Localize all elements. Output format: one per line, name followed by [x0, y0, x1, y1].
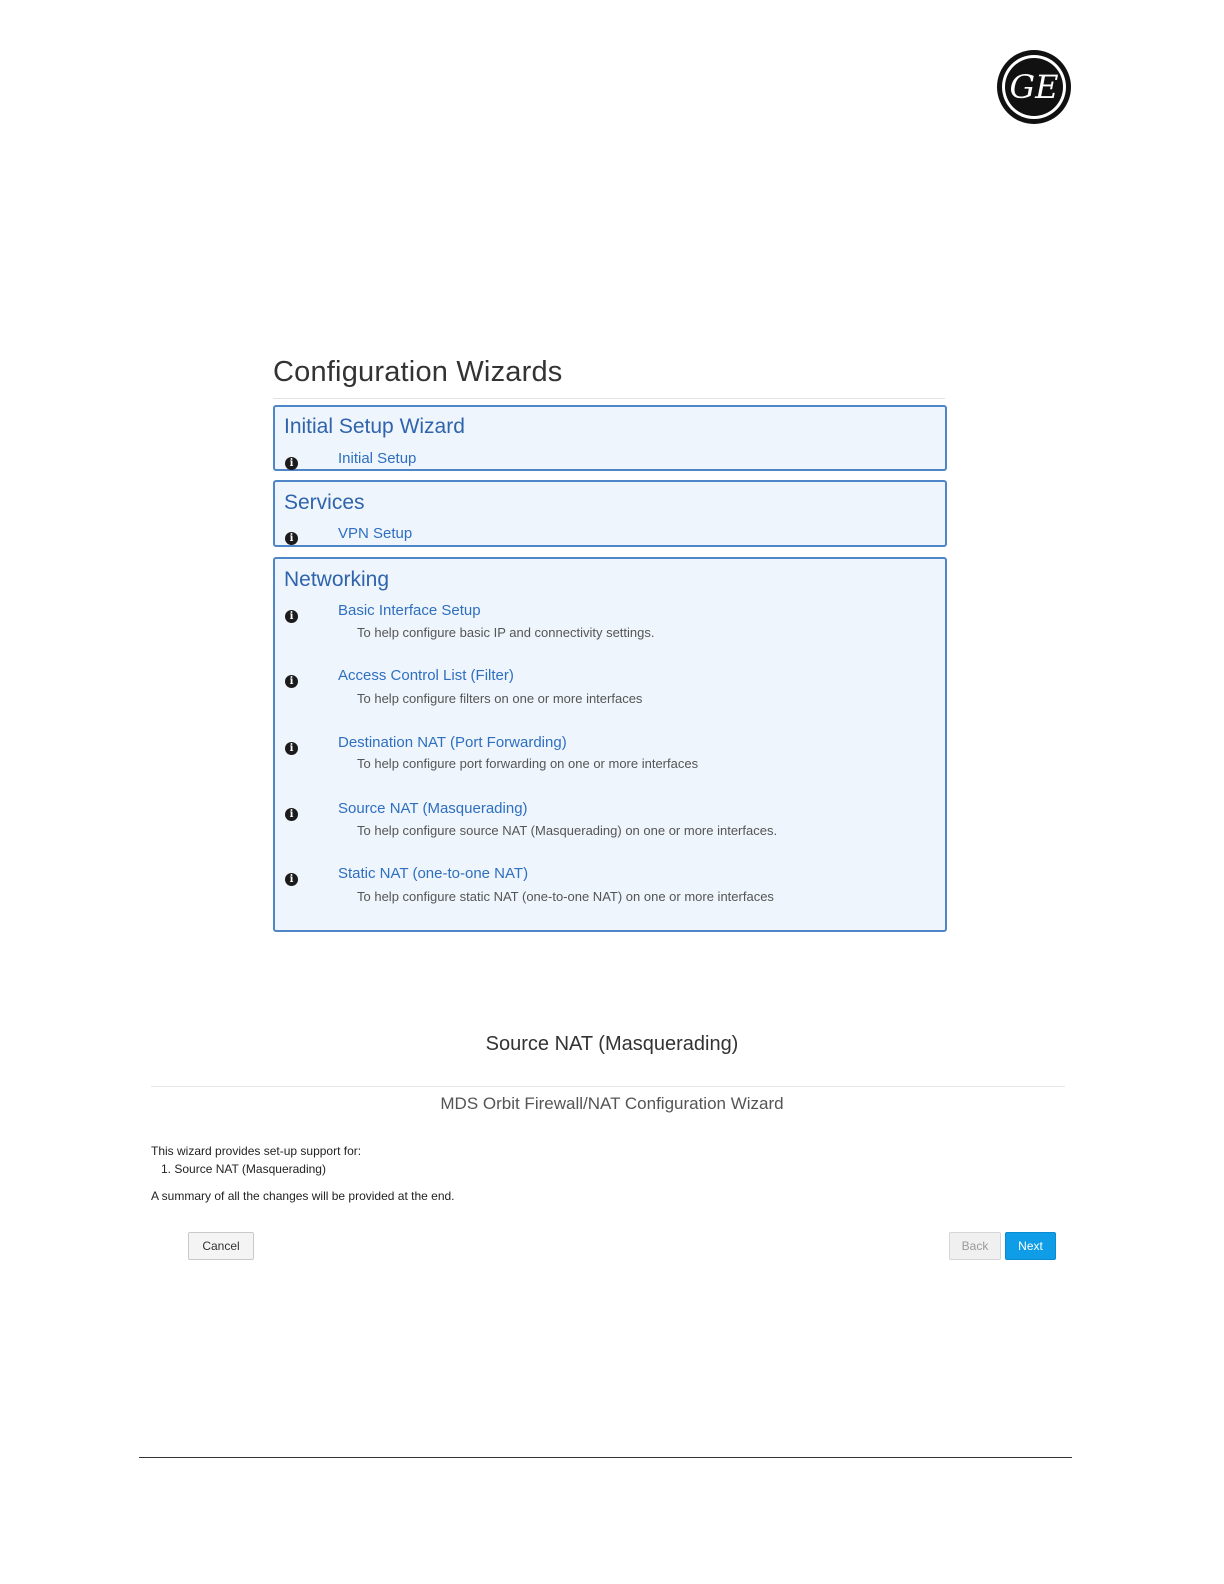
panel-title: Initial Setup Wizard — [284, 415, 465, 438]
wizard-link-access-control-list[interactable]: Access Control List (Filter) — [338, 667, 514, 684]
wizard-link-initial-setup[interactable]: Initial Setup — [338, 450, 417, 467]
back-button[interactable]: Back — [949, 1232, 1001, 1260]
dialog-divider — [151, 1086, 1065, 1087]
dialog-subtitle: MDS Orbit Firewall/NAT Configuration Wizard — [440, 1094, 784, 1113]
dialog-title: Source NAT (Masquerading) — [485, 1033, 739, 1055]
wizard-description: To help configure static NAT (one-to-one NAT) on one or more interfaces — [357, 889, 774, 904]
info-icon[interactable]: i — [285, 457, 298, 470]
wizard-description: To help configure port forwarding on one or more interfaces — [357, 756, 699, 771]
svg-text:GE: GE — [1009, 68, 1059, 106]
info-icon[interactable]: i — [285, 808, 298, 821]
info-icon[interactable]: i — [285, 610, 298, 623]
info-icon[interactable]: i — [285, 742, 298, 755]
title-divider — [273, 398, 945, 399]
panel-title: Networking — [284, 568, 390, 591]
footer-divider — [139, 1457, 1072, 1458]
info-icon[interactable]: i — [285, 873, 298, 886]
panel-networking — [273, 557, 947, 932]
wizard-link-basic-interface[interactable]: Basic Interface Setup — [338, 602, 481, 619]
wizard-description: To help configure basic IP and connectivity settings. — [357, 625, 655, 640]
dialog-intro: This wizard provides set-up support for: — [151, 1144, 362, 1158]
panel-services — [273, 480, 947, 547]
page-title: Configuration Wizards — [273, 356, 563, 388]
panel-title: Services — [284, 491, 365, 514]
wizard-link-vpn-setup[interactable]: VPN Setup — [338, 525, 413, 542]
dialog-summary: A summary of all the changes will be provided at the end. — [151, 1189, 455, 1203]
wizard-link-static-nat[interactable]: Static NAT (one-to-one NAT) — [338, 865, 529, 882]
wizard-link-destination-nat[interactable]: Destination NAT (Port Forwarding) — [338, 734, 567, 751]
wizard-description: To help configure filters on one or more interfaces — [357, 691, 643, 706]
wizard-description: To help configure source NAT (Masquerading) on one or more interfaces. — [357, 823, 778, 838]
dialog-list-item: 1. Source NAT (Masquerading) — [161, 1162, 326, 1176]
info-icon[interactable]: i — [285, 675, 298, 688]
panel-initial-setup — [273, 405, 947, 471]
next-button[interactable]: Next — [1005, 1232, 1056, 1260]
wizard-link-source-nat[interactable]: Source NAT (Masquerading) — [338, 800, 528, 817]
info-icon[interactable]: i — [285, 532, 298, 545]
ge-logo — [996, 49, 1072, 125]
cancel-button[interactable]: Cancel — [188, 1232, 254, 1260]
